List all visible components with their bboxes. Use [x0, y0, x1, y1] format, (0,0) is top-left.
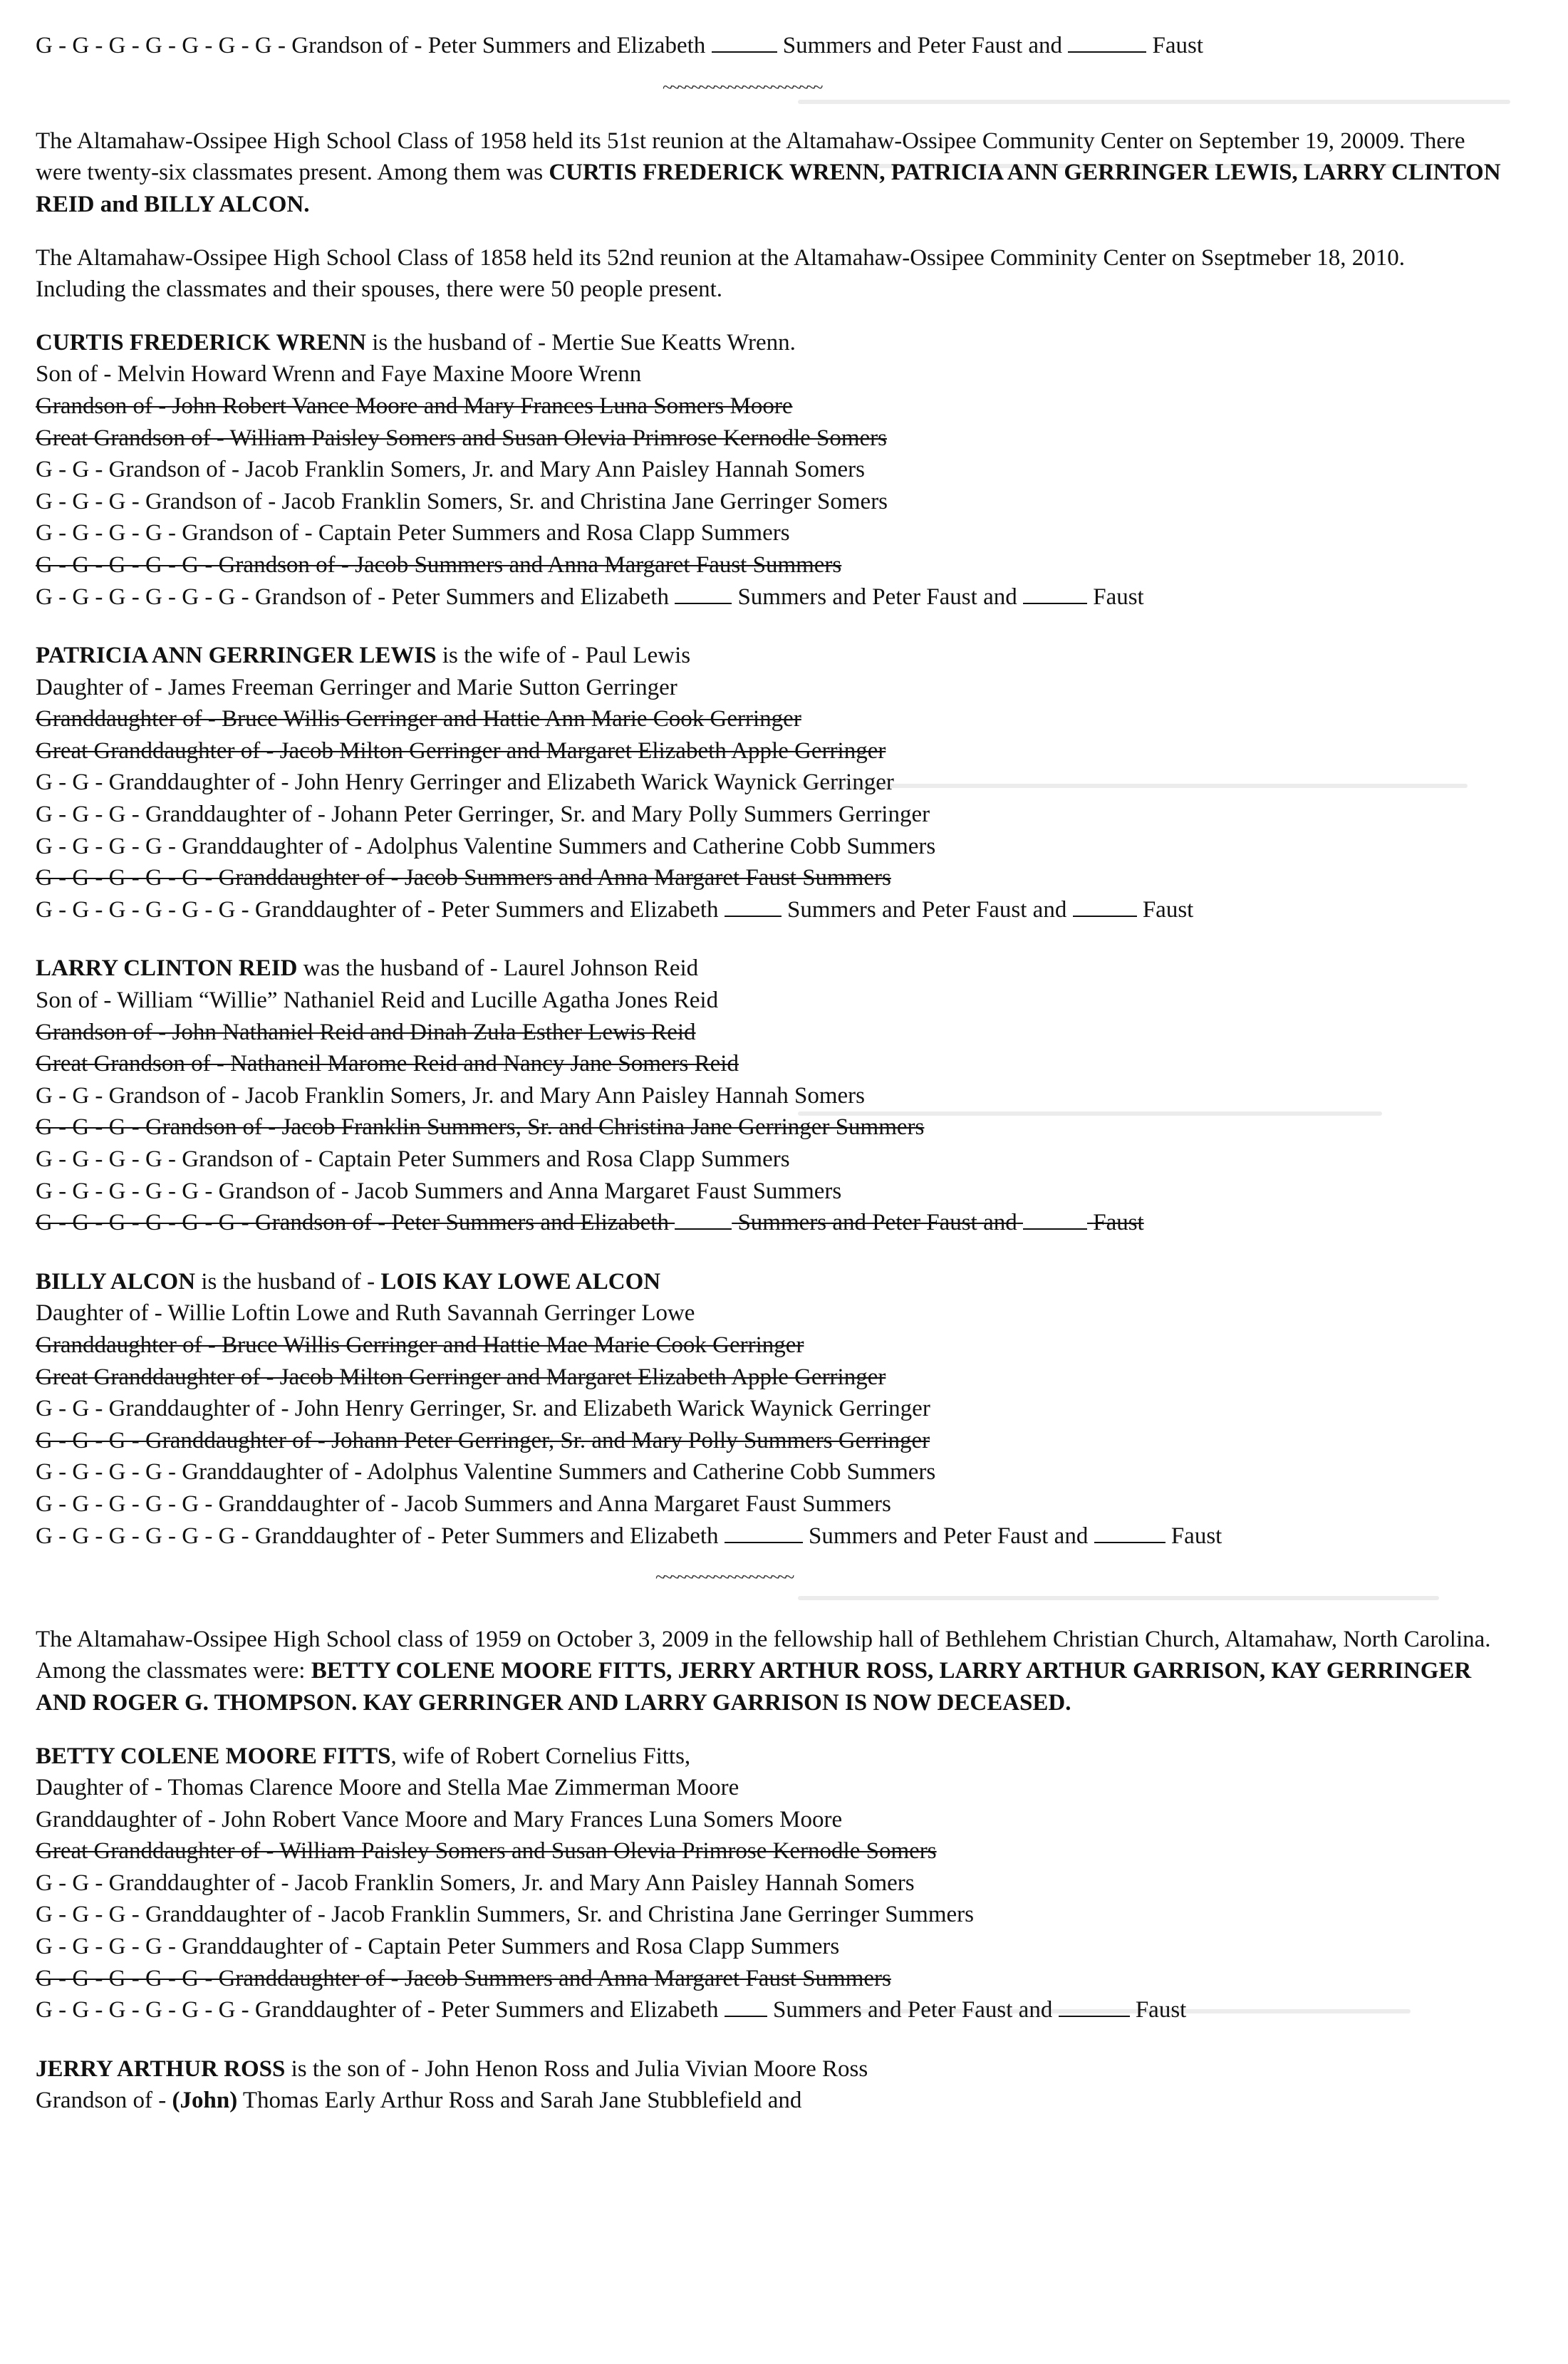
lineage-last-line [36, 1207, 1517, 1239]
lineage-line: G - G - G - G - Granddaughter of - Captain Peter Summers and Rosa Clapp Summers [36, 1934, 840, 1960]
lineage-line: G - G - G - Grandson of - Jacob Franklin Summers, Sr. and Christina Jane Gerringer Summers [36, 1114, 925, 1141]
header-line-prefix: G - G - G - G - G - G - G - Grandson of - Peter Summers and Elizabeth [36, 33, 706, 58]
billy-name: BILLY ALCON [36, 1268, 196, 1295]
betty-heading [36, 1741, 1517, 1773]
lineage-last-prefix: G - G - G - G - G - G - Granddaughter of - Peter Summers and Elizabeth [36, 896, 719, 923]
divider [36, 62, 1517, 98]
lineage-line: Granddaughter of - Bruce Willis Gerringer and Hattie Ann Marie Cook Gerringer [36, 706, 801, 732]
lineage-last-suffix: Faust [1170, 1523, 1222, 1549]
lineage-line: Grandson of - John Nathaniel Reid and Dinah Zula Esther Lewis Reid [36, 1019, 696, 1045]
lineage-line: Son of - Melvin Howard Wrenn and Faye Maxine Moore Wrenn [36, 361, 642, 388]
lineage-line: Daughter of - Thomas Clarence Moore and Stella Mae Zimmerman Moore [36, 1775, 739, 1801]
lineage-line: Great Granddaughter of - Jacob Milton Gerringer and Margaret Elizabeth Apple Gerringer [36, 737, 886, 764]
lineage-line: G - G - G - G - G - Granddaughter of - Jacob Summers and Anna Margaret Faust Summers [36, 1491, 891, 1517]
larry-name: LARRY CLINTON REID [36, 955, 298, 982]
lineage-last-middle: Summers and Peter Faust and [809, 1523, 1089, 1549]
lineage-line: G - G - G - G - Granddaughter of - Adolphus Valentine Summers and Catherine Cobb Summers [36, 1459, 936, 1486]
lineage-line: G - G - Granddaughter of - John Henry Gerringer and Elizabeth Warick Waynick Gerringer [36, 769, 894, 796]
lineage-last-suffix: Faust [1135, 1997, 1187, 2023]
betty-name: BETTY COLENE MOORE FITTS [36, 1743, 391, 1769]
blank-underline [725, 1541, 803, 1543]
lineage-last-prefix: G - G - G - G - G - G - Grandson of - Peter Summers and Elizabeth [36, 1210, 669, 1236]
lineage-last-suffix: Faust [1093, 1210, 1144, 1236]
lineage-line: G - G - Grandson of - Jacob Franklin Somers, Jr. and Mary Ann Paisley Hannah Somers [36, 1082, 865, 1109]
header-line-middle: Summers and Peter Faust and [782, 33, 1063, 58]
lineage-last-line [36, 1994, 1517, 2026]
reunion-52nd-paragraph [36, 242, 1432, 306]
reunion-1959-paragraph [36, 1624, 1517, 1719]
jerry-grandson-bold: (John) [172, 2088, 238, 2114]
divider [36, 1552, 1517, 1592]
blank-underline [1023, 1228, 1087, 1230]
document-page [36, 30, 1517, 2117]
lineage-line: Daughter of - Willie Loftin Lowe and Ruth Savannah Gerringer Lowe [36, 1300, 695, 1327]
lineage-line: G - G - Granddaughter of - Jacob Franklin Somers, Jr. and Mary Ann Paisley Hannah Somers [36, 1870, 915, 1896]
lineage-line: Great Grandson of - William Paisley Somers and Susan Olevia Primrose Kernodle Somers [36, 425, 888, 451]
patricia-name: PATRICIA ANN GERRINGER LEWIS [36, 643, 437, 669]
reunion-1959-names: BETTY COLENE MOORE FITTS, JERRY ARTHUR ROSS, LARRY ARTHUR GARRISON, KAY GERRINGER AND ROGER G. THOMPSON. KAY GERRINGER AND LARRY GARRISON IS NOW DECEASED. [36, 1658, 1472, 1716]
blank-underline [1094, 1541, 1165, 1543]
blank-underline [1059, 2015, 1130, 2017]
jerry-grandson-rest: Thomas Early Arthur Ross and Sarah Jane Stubblefield and [242, 2088, 802, 2114]
lineage-last-line [36, 581, 1517, 613]
lineage-last-line [36, 894, 1517, 926]
lineage-line: G - G - G - Granddaughter of - Johann Peter Gerringer, Sr. and Mary Polly Summers Gerringer [36, 802, 930, 828]
reunion-1958-paragraph [36, 125, 1503, 221]
tilde-divider: ~~~~~~~~~~~~~~~~~~~ [655, 1567, 792, 1588]
lineage-last-suffix: Faust [1093, 584, 1144, 610]
lineage-last-prefix: G - G - G - G - G - G - Granddaughter of - Peter Summers and Elizabeth [36, 1997, 719, 2023]
lineage-line: Son of - William “Willie” Nathaniel Reid and Lucille Agatha Jones Reid [36, 987, 719, 1014]
lineage-last-middle: Summers and Peter Faust and [737, 1210, 1017, 1236]
lineage-line: G - G - Grandson of - Jacob Franklin Somers, Jr. and Mary Ann Paisley Hannah Somers [36, 457, 865, 483]
lineage-line: G - G - G - G - G - Granddaughter of - Jacob Summers and Anna Margaret Faust Summers [36, 865, 891, 891]
patricia-intro: is the wife of - Paul Lewis [442, 643, 691, 669]
curtis-intro: is the husband of - Mertie Sue Keatts Wrenn. [372, 329, 796, 356]
lineage-line: G - G - G - G - Grandson of - Captain Peter Summers and Rosa Clapp Summers [36, 520, 790, 546]
lineage-line: Great Grandson of - Nathaneil Marome Reid and Nancy Jane Somers Reid [36, 1051, 739, 1077]
betty-intro: , wife of Robert Cornelius Fitts, [390, 1743, 691, 1769]
reunion-1958-names: CURTIS FREDERICK WRENN, PATRICIA ANN GERRINGER LEWIS, LARRY CLINTON REID and BILLY ALCON. [36, 160, 1501, 217]
header-line-suffix: Faust [1152, 33, 1204, 58]
billy-heading [36, 1266, 1517, 1298]
lineage-line: G - G - Granddaughter of - John Henry Gerringer, Sr. and Elizabeth Warick Waynick Gerringer [36, 1396, 930, 1422]
lineage-line: Great Granddaughter of - William Paisley Somers and Susan Olevia Primrose Kernodle Somers [36, 1838, 937, 1865]
lineage-line: G - G - G - G - G - Granddaughter of - Jacob Summers and Anna Margaret Faust Summers [36, 1965, 891, 1991]
blank-underline [675, 602, 732, 604]
larry-heading [36, 953, 1517, 985]
lineage-last-line [36, 1520, 1517, 1552]
jerry-heading [36, 2053, 1517, 2085]
lineage-line: G - G - G - G - G - Grandson of - Jacob Summers and Anna Margaret Faust Summers [36, 1178, 842, 1204]
jerry-name: JERRY ARTHUR ROSS [36, 2055, 286, 2082]
larry-intro: was the husband of - Laurel Johnson Reid [303, 955, 699, 982]
lineage-line [36, 2085, 1517, 2117]
blank-underline [725, 915, 782, 917]
lineage-line: G - G - G - Granddaughter of - Jacob Franklin Summers, Sr. and Christina Jane Gerringer Summers [36, 1902, 974, 1928]
lineage-line: G - G - G - G - G - Grandson of - Jacob Summers and Anna Margaret Faust Summers [36, 551, 842, 578]
lineage-line: G - G - G - Grandson of - Jacob Franklin Somers, Sr. and Christina Jane Gerringer Somers [36, 488, 888, 514]
lineage-line: Daughter of - James Freeman Gerringer and Marie Sutton Gerringer [36, 674, 677, 700]
lineage-last-middle: Summers and Peter Faust and [773, 1997, 1053, 2023]
lineage-line: G - G - G - Granddaughter of - Johann Peter Gerringer, Sr. and Mary Polly Summers Gerringer [36, 1427, 930, 1453]
reunion-52nd-text: The Altamahaw-Ossipee High School Class of 1858 held its 52nd reunion at the Altamahaw-Ossipee Comminity Center on Sseptmeber 18, 2010. Including the classmates and their spouses, there were 50 people present. [36, 244, 1405, 303]
lineage-last-prefix: G - G - G - G - G - G - Granddaughter of - Peter Summers and Elizabeth [36, 1523, 719, 1549]
lineage-line: G - G - G - G - Granddaughter of - Adolphus Valentine Summers and Catherine Cobb Summers [36, 833, 936, 859]
lineage-line: Grandson of - John Robert Vance Moore and Mary Frances Luna Somers Moore [36, 393, 793, 419]
reunion-1959-text: The Altamahaw-Ossipee High School class of 1959 on October 3, 2009 in the fellowship hall of Bethlehem Christian Church, Altamahaw, North Carolina. Among the classmates were: [36, 1626, 1491, 1684]
billy-spouse: LOIS KAY LOWE ALCON [380, 1268, 661, 1295]
curtis-heading [36, 327, 1517, 359]
blank-underline [675, 1228, 732, 1230]
patricia-heading [36, 640, 1517, 672]
blank-underline [1073, 915, 1137, 917]
blank-underline [725, 2015, 767, 2017]
blank-underline [1023, 602, 1087, 604]
billy-intro: is the husband of - [201, 1268, 375, 1295]
lineage-last-middle: Summers and Peter Faust and [787, 896, 1067, 923]
lineage-last-middle: Summers and Peter Faust and [737, 584, 1017, 610]
reunion-1958-text: The Altamahaw-Ossipee High School Class of 1958 held its 51st reunion at the Altamahaw-Ossipee Community Center on September 19, 20009. There were twenty-six classmates present. Among them was [36, 128, 1465, 186]
lineage-line: Great Granddaughter of - Jacob Milton Gerringer and Margaret Elizabeth Apple Gerringer [36, 1364, 886, 1390]
tilde-divider: ~~~~~~~~~~~~~~~~~~~~~~ [663, 76, 821, 98]
blank-underline [712, 51, 777, 53]
curtis-name: CURTIS FREDERICK WRENN [36, 329, 366, 356]
jerry-grandson-prefix: Grandson of - [36, 2088, 167, 2114]
lineage-line: Granddaughter of - Bruce Willis Gerringer and Hattie Mae Marie Cook Gerringer [36, 1332, 804, 1358]
jerry-intro: is the son of - John Henon Ross and Julia Vivian Moore Ross [291, 2055, 868, 2082]
header-line [36, 30, 1517, 62]
lineage-last-suffix: Faust [1142, 896, 1194, 923]
blank-underline [1068, 51, 1146, 53]
lineage-last-prefix: G - G - G - G - G - G - Grandson of - Peter Summers and Elizabeth [36, 584, 669, 610]
lineage-line: G - G - G - G - Grandson of - Captain Peter Summers and Rosa Clapp Summers [36, 1146, 790, 1172]
lineage-line: Granddaughter of - John Robert Vance Moore and Mary Frances Luna Somers Moore [36, 1806, 843, 1832]
